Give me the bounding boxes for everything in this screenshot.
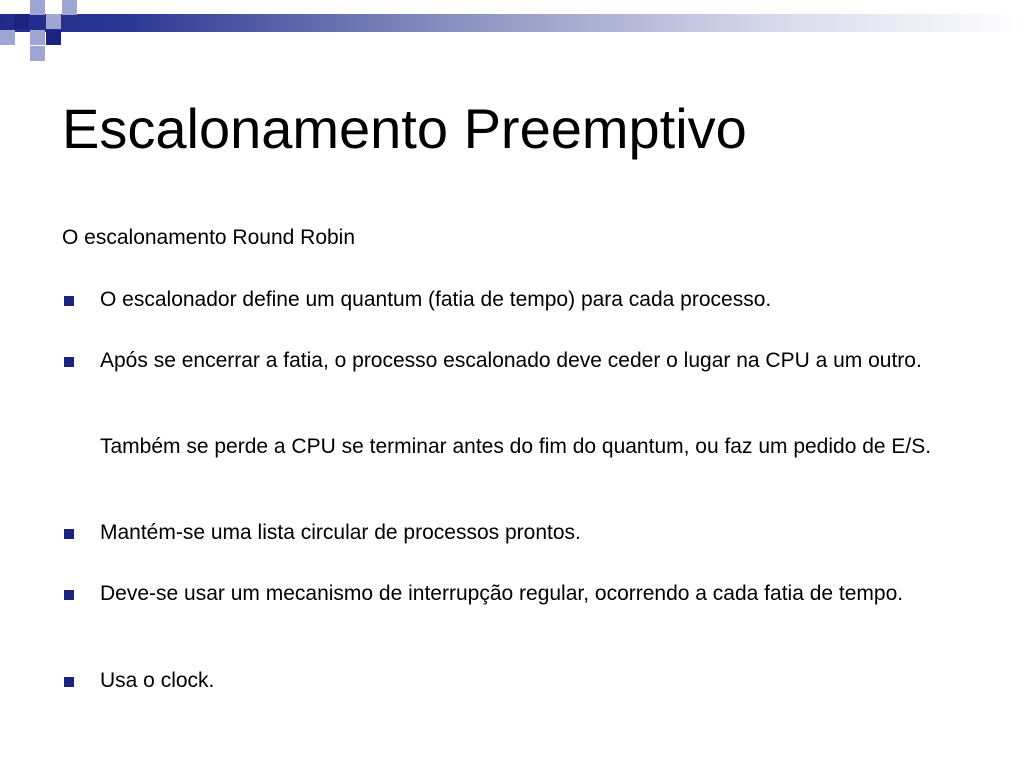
corner-square-light bbox=[30, 30, 45, 45]
list-item-text: Usa o clock. bbox=[100, 669, 215, 692]
list-item-text: O escalonador define um quantum (fatia de tempo) para cada processo. bbox=[100, 288, 772, 311]
square-bullet-icon bbox=[64, 529, 74, 539]
corner-square-light bbox=[0, 30, 15, 45]
slide-subtitle: O escalonamento Round Robin bbox=[62, 226, 356, 249]
list-item-text: Após se encerrar a fatia, o processo escalonado deve ceder o lugar na CPU a um outro. bbox=[100, 349, 922, 372]
corner-square-light bbox=[30, 46, 45, 61]
square-bullet-icon bbox=[64, 677, 74, 687]
list-item-text: Também se perde a CPU se terminar antes do fim do quantum, ou faz um pedido de E/S. bbox=[100, 435, 932, 458]
list-item-text: Deve-se usar um mecanismo de interrupção regular, ocorrendo a cada fatia de tempo. bbox=[100, 582, 904, 605]
corner-square-light bbox=[30, 0, 45, 15]
square-bullet-icon bbox=[64, 296, 74, 306]
corner-square-light bbox=[62, 0, 77, 15]
corner-square-light bbox=[46, 14, 61, 29]
corner-square-dark bbox=[14, 14, 29, 29]
header-gradient-band bbox=[0, 14, 1024, 32]
list-item-text: Mantém-se uma lista circular de processos prontos. bbox=[100, 521, 581, 544]
square-bullet-icon bbox=[64, 590, 74, 600]
corner-square-dark bbox=[46, 30, 61, 45]
slide-title: Escalonamento Preemptivo bbox=[62, 97, 747, 160]
square-bullet-icon bbox=[64, 357, 74, 367]
